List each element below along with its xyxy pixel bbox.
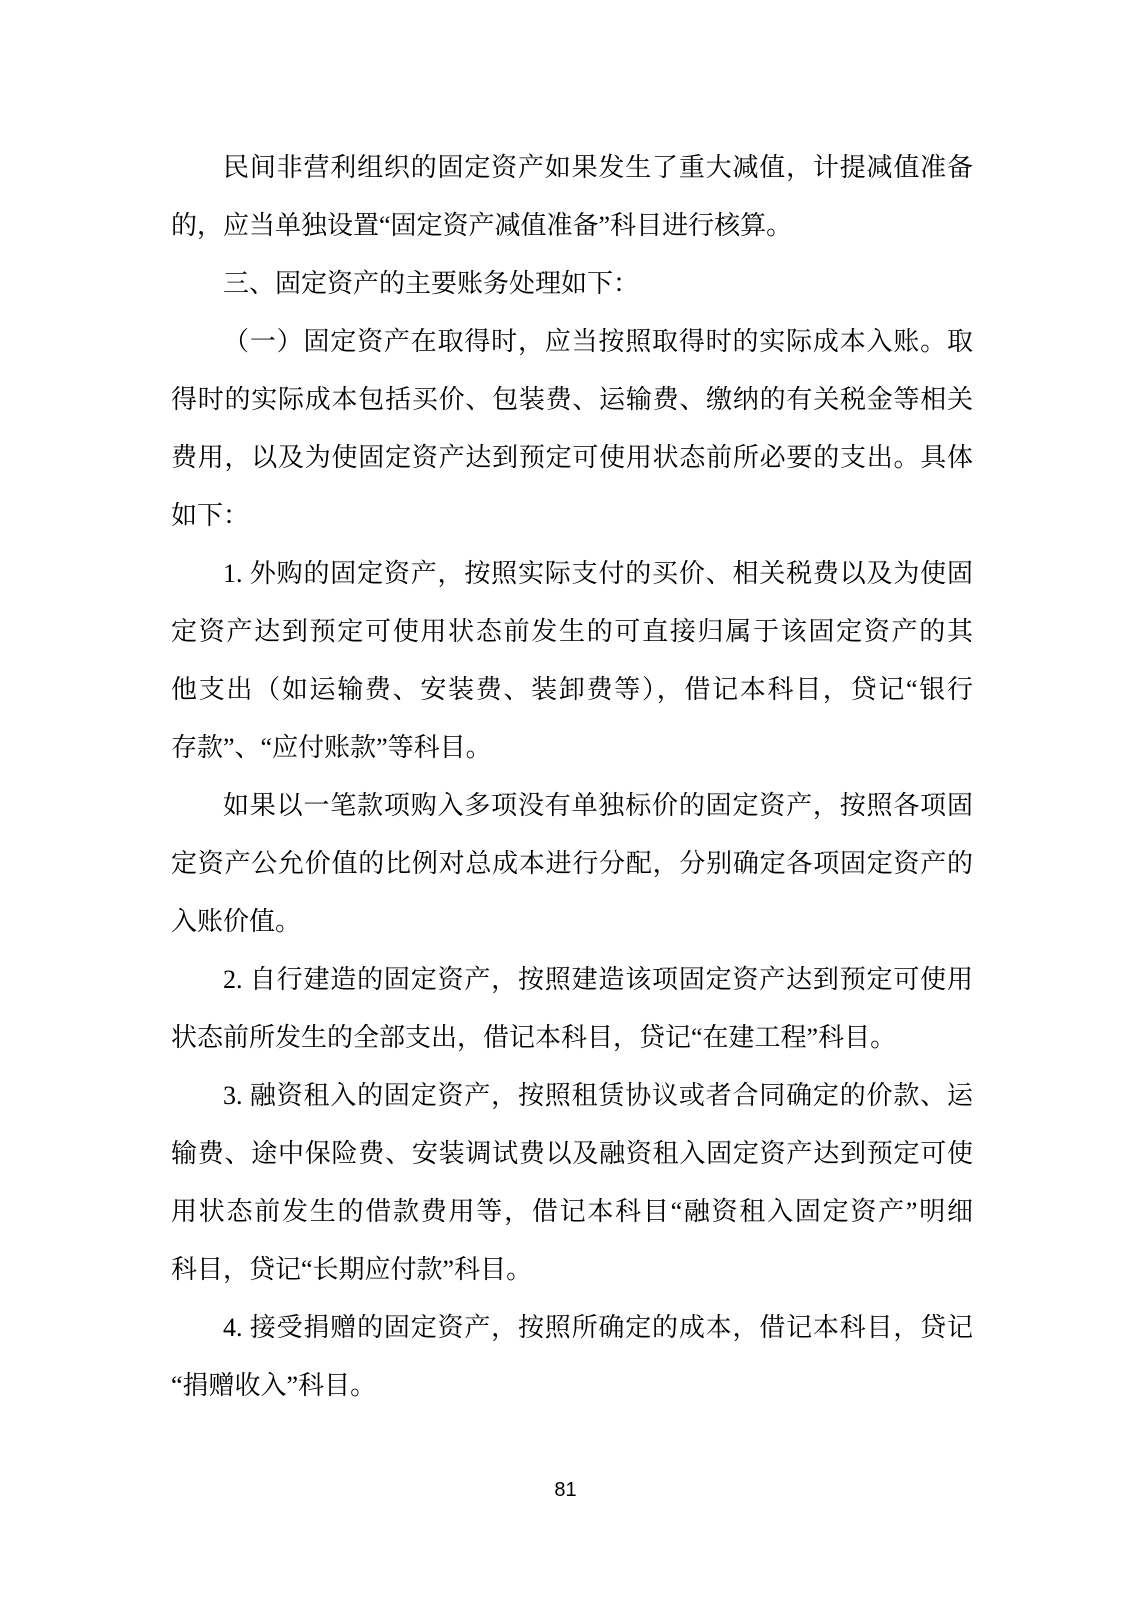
text-line: 定资产达到预定可使用状态前发生的可直接归属于该固定资产的其 [171, 617, 973, 646]
text-line: “捐赠收入”科目。 [171, 1371, 377, 1400]
text-line: 的，应当单独设置“固定资产减值准备”科目进行核算。 [171, 211, 793, 240]
text-body [171, 139, 973, 1415]
text-line: 状态前所发生的全部支出，借记本科目，贷记“在建工程”科目。 [171, 1023, 897, 1052]
text-line: 得时的实际成本包括买价、包装费、运输费、缴纳的有关税金等相关 [171, 385, 973, 414]
text-line: 科目，贷记“长期应付款”科目。 [171, 1255, 533, 1284]
text-line: （一）固定资产在取得时，应当按照取得时的实际成本入账。取 [223, 327, 973, 356]
text-line: 定资产公允价值的比例对总成本进行分配，分别确定各项固定资产的 [171, 849, 973, 878]
text-line: 存款”、“应付账款”等科目。 [171, 733, 492, 762]
text-line: 民间非营利组织的固定资产如果发生了重大减值，计提减值准备 [223, 153, 973, 182]
page-number: 81 [554, 1479, 577, 1501]
text-line: 他支出（如运输费、安装费、装卸费等），借记本科目，贷记“银行 [171, 675, 973, 704]
text-line: 如下： [171, 501, 250, 530]
section-heading: 三、固定资产的主要账务处理如下： [223, 269, 640, 298]
text-line: 4. 接受捐赠的固定资产，按照所确定的成本，借记本科目，贷记 [223, 1313, 973, 1342]
text-line: 如果以一笔款项购入多项没有单独标价的固定资产，按照各项固 [223, 791, 973, 820]
text-line: 2. 自行建造的固定资产，按照建造该项固定资产达到预定可使用 [223, 965, 973, 994]
text-line: 用状态前发生的借款费用等，借记本科目“融资租入固定资产”明细 [171, 1197, 973, 1226]
text-line: 入账价值。 [171, 907, 302, 936]
text-line: 费用，以及为使固定资产达到预定可使用状态前所必要的支出。具体 [171, 443, 973, 472]
text-line: 1. 外购的固定资产，按照实际支付的买价、相关税费以及为使固 [223, 559, 973, 588]
text-line: 输费、途中保险费、安装调试费以及融资租入固定资产达到预定可使 [171, 1139, 973, 1168]
text-line: 3. 融资租入的固定资产，按照租赁协议或者合同确定的价款、运 [223, 1081, 973, 1110]
